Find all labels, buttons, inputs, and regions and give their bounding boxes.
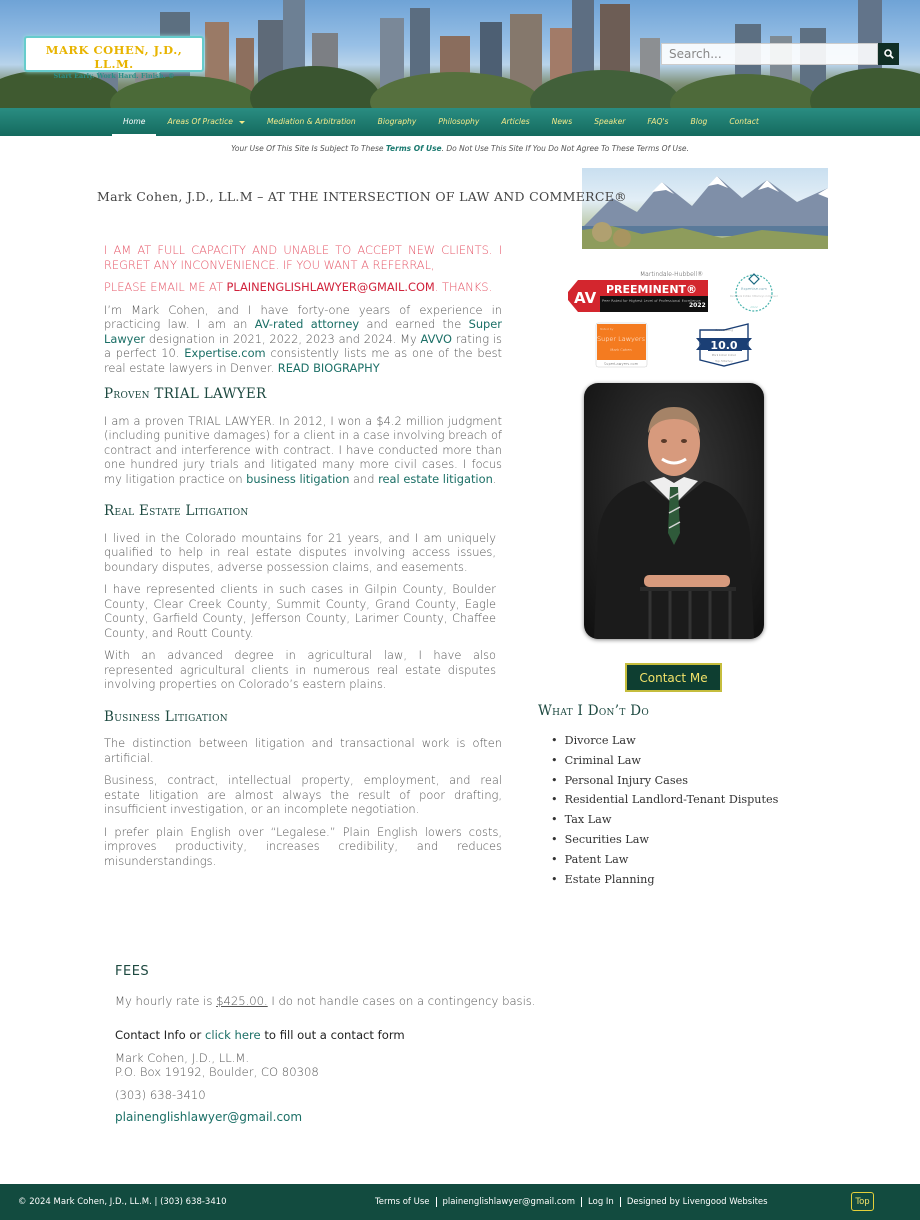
contact-name: Mark Cohen, J.D., LL.M.	[115, 1050, 250, 1065]
award-badges	[560, 268, 800, 368]
address-block	[115, 1051, 715, 1080]
what-i-dont-do-heading: What I Don’t Do	[538, 703, 650, 719]
search-input[interactable]	[661, 43, 878, 65]
contact-form-link[interactable]: click here	[204, 1028, 261, 1042]
expertise-badge[interactable]	[730, 273, 779, 313]
super-name: Mark Cohen	[610, 348, 632, 352]
list-item: • Divorce Law	[551, 731, 778, 751]
business-litigation-link[interactable]: business litigation	[246, 471, 350, 486]
trial-text-3: .	[492, 471, 497, 486]
avvo-top: Avvo Rating	[715, 328, 733, 332]
chevron-down-icon	[239, 121, 245, 124]
list-item: • Patent Law	[551, 850, 778, 870]
nav-areas-label: Areas Of Practice	[167, 117, 233, 126]
trial-text-1: I am a proven TRIAL LAWYER. In 2012, I won a $4.2 million judgment (including punitive damages) for a client in a case involving breach of contract and interference with contract. I have conducted more than one hundred jury trials and litigated many more civil cases. I focus my litigation practice on	[104, 413, 502, 486]
super-lawyers-badge[interactable]	[596, 323, 647, 367]
nav-contact[interactable]: Contact	[729, 117, 759, 126]
nav-biography[interactable]: Biography	[377, 117, 417, 126]
intro-text-2: and earned the	[359, 317, 469, 331]
hourly-rate-value: $425.00.	[216, 993, 268, 1008]
avvo-bottom: Top Attorney	[715, 359, 733, 363]
main-nav	[0, 108, 920, 136]
expertise-sub: Best Real Estate Attorneys in Denver	[730, 295, 778, 298]
avvo-link[interactable]: AVVO	[420, 331, 452, 346]
list-item: • Residential Landlord-Tenant Disputes	[551, 790, 778, 810]
real-estate-litigation-link[interactable]: real estate litigation	[378, 471, 493, 486]
av-year: 2022	[689, 302, 706, 309]
fees-section	[115, 965, 715, 1133]
avvo-sub: Mark Cohen Cohen	[711, 354, 737, 357]
trial-paragraph	[104, 414, 502, 487]
real-estate-p2: I have represented clients in such cases in Gilpin County, Boulder County, Clear Creek County, Summit County, Grand County, Eagle County, Garfield County, Jefferson County, Larimer County, Chaffee County, and Routt County.	[104, 582, 496, 640]
business-litigation-heading: Business Litigation	[104, 708, 228, 725]
business-p1: The distinction between litigation and transactional work is often artificial.	[104, 736, 502, 765]
read-biography-link[interactable]: READ BIOGRAPHY	[277, 360, 380, 375]
footer-email-link[interactable]: plainenglishlawyer@gmail.com	[436, 1197, 582, 1207]
referral-email-paragraph	[104, 280, 502, 295]
fees-heading: FEES	[115, 964, 150, 979]
email-text-before: PLEASE EMAIL ME AT	[104, 280, 227, 294]
expertise-label: Expertise.com	[741, 287, 767, 291]
logo-name: MARK COHEN, J.D., LL.M.	[45, 43, 183, 71]
expertise-year: 2022	[750, 305, 758, 309]
nav-philosophy[interactable]: Philosophy	[438, 117, 480, 126]
real-estate-heading: Real Estate Litigation	[104, 503, 249, 519]
rate-text-after: I do not handle cases on a contingency basis.	[267, 993, 536, 1008]
dont-do-list	[551, 731, 778, 889]
preeminent-label: PREEMINENT®	[606, 283, 698, 296]
search-icon	[884, 49, 894, 59]
contact-email-link[interactable]: plainenglishlawyer@gmail.com	[115, 1110, 303, 1124]
contact-phone: (303) 638-3410	[115, 1087, 206, 1102]
contact-text-after: to fill out a contact form	[260, 1028, 405, 1042]
trial-text-2: and	[349, 471, 379, 486]
footer-login-link[interactable]: Log In	[581, 1197, 620, 1207]
super-top: Rated by	[600, 327, 614, 331]
martindale-label: Martindale-Hubbell®	[640, 271, 704, 278]
contact-address: P.O. Box 19192, Boulder, CO 80308	[115, 1065, 319, 1079]
avvo-score: 10.0	[710, 339, 738, 352]
logo-tagline: Start Early. Work Hard. Finish. ®	[53, 72, 175, 80]
intro-paragraph	[104, 303, 502, 376]
main-content	[104, 243, 502, 876]
rate-text-before: My hourly rate is	[115, 993, 217, 1008]
intro-text-1: I’m Mark Cohen, and I have forty-one years of experience in practicing law. I am an	[104, 302, 502, 331]
intro-text-5: consistently lists me as one of the best real estate lawyers in Denver.	[104, 346, 502, 375]
hourly-rate-text	[115, 994, 715, 1009]
contact-text-before: Contact Info or	[115, 1028, 205, 1042]
av-label: AV	[574, 289, 597, 307]
site-footer	[0, 1184, 920, 1220]
peer-rated-label: Peer Rated for Highest Level of Professional Excellence	[602, 299, 701, 303]
list-item: • Estate Planning	[551, 870, 778, 890]
footer-designer-link[interactable]: Designed by Livengood Websites	[620, 1197, 774, 1207]
intro-text-3: designation in 2021, 2022, 2023 and 2024. My	[145, 331, 421, 346]
super-lawyer-link[interactable]: Super Lawyer	[104, 317, 502, 346]
back-to-top-button[interactable]: Top	[851, 1192, 874, 1211]
contact-info-line	[115, 1028, 715, 1043]
email-text-after: . THANKS.	[434, 280, 493, 294]
nav-home[interactable]: Home	[112, 108, 156, 136]
footer-copyright: © 2024 Mark Cohen, J.D., LL.M. | (303) 638-3410	[18, 1197, 227, 1207]
nav-mediation[interactable]: Mediation & Arbitration	[266, 117, 356, 126]
av-preeminent-badge[interactable]	[568, 280, 708, 312]
nav-news[interactable]: News	[551, 117, 573, 126]
referral-email-link[interactable]: PLAINENGLISHLAWYER@GMAIL.COM	[226, 280, 435, 294]
contact-me-button[interactable]: Contact Me	[625, 663, 722, 692]
nav-areas-of-practice[interactable]	[156, 108, 256, 136]
site-logo[interactable]	[24, 36, 204, 80]
business-p3: I prefer plain English over “Legalese.” Plain English lowers costs, improves productivity, increases credibility, and reduces misunderstandings.	[104, 824, 502, 868]
trial-lawyer-heading: Proven TRIAL LAWYER	[104, 386, 267, 402]
business-p2: Business, contract, intellectual property, employment, and real estate litigation are almost always the result of poor drafting, insufficient investigation, or an incomplete negotiation.	[104, 773, 502, 816]
footer-terms-link[interactable]: Terms of Use	[375, 1197, 430, 1207]
super-site: SuperLawyers.com	[603, 362, 639, 366]
intro-text-4: rating is a perfect 10.	[104, 331, 502, 360]
terms-notice	[0, 144, 920, 153]
attorney-portrait	[584, 383, 764, 639]
page-title: Mark Cohen, J.D., LL.M – AT THE INTERSECTION OF LAW AND COMMERCE®	[97, 189, 627, 204]
mountain-banner-image	[582, 168, 828, 249]
nav-blog[interactable]: Blog	[690, 117, 708, 126]
nav-speaker[interactable]: Speaker	[594, 117, 626, 126]
nav-articles[interactable]: Articles	[501, 117, 530, 126]
list-item: • Criminal Law	[551, 751, 778, 771]
terms-of-use-link[interactable]: Terms Of Use	[385, 144, 442, 153]
real-estate-p3: With an advanced degree in agricultural law, I have also represented agricultural clients in numerous real estate disputes involving properties on Colorado’s eastern plains.	[104, 648, 496, 691]
super-title: Super Lawyers	[597, 335, 645, 343]
avvo-badge[interactable]	[696, 324, 752, 366]
capacity-notice: I AM AT FULL CAPACITY AND UNABLE TO ACCEPT NEW CLIENTS. I REGRET ANY INCONVENIENCE. IF YOU WANT A REFERRAL,	[104, 243, 502, 272]
expertise-link[interactable]: Expertise.com	[184, 346, 266, 360]
list-item: • Personal Injury Cases	[551, 771, 778, 791]
notice-text-after: . Do Not Use This Site If You Do Not Agree To These Terms Of Use.	[441, 144, 689, 153]
av-rated-link[interactable]: AV-rated attorney	[254, 317, 360, 331]
list-item: • Tax Law	[551, 810, 778, 830]
notice-text-before: Your Use Of This Site Is Subject To These	[231, 144, 386, 153]
real-estate-p1: I lived in the Colorado mountains for 21 years, and I am uniquely qualified to help in real estate disputes involving access issues, boundary disputes, adverse possession claims, and easements.	[104, 530, 496, 574]
list-item: • Securities Law	[551, 830, 778, 850]
search-button[interactable]	[878, 43, 899, 65]
nav-faqs[interactable]: FAQ's	[647, 117, 669, 126]
footer-links	[375, 1197, 774, 1207]
